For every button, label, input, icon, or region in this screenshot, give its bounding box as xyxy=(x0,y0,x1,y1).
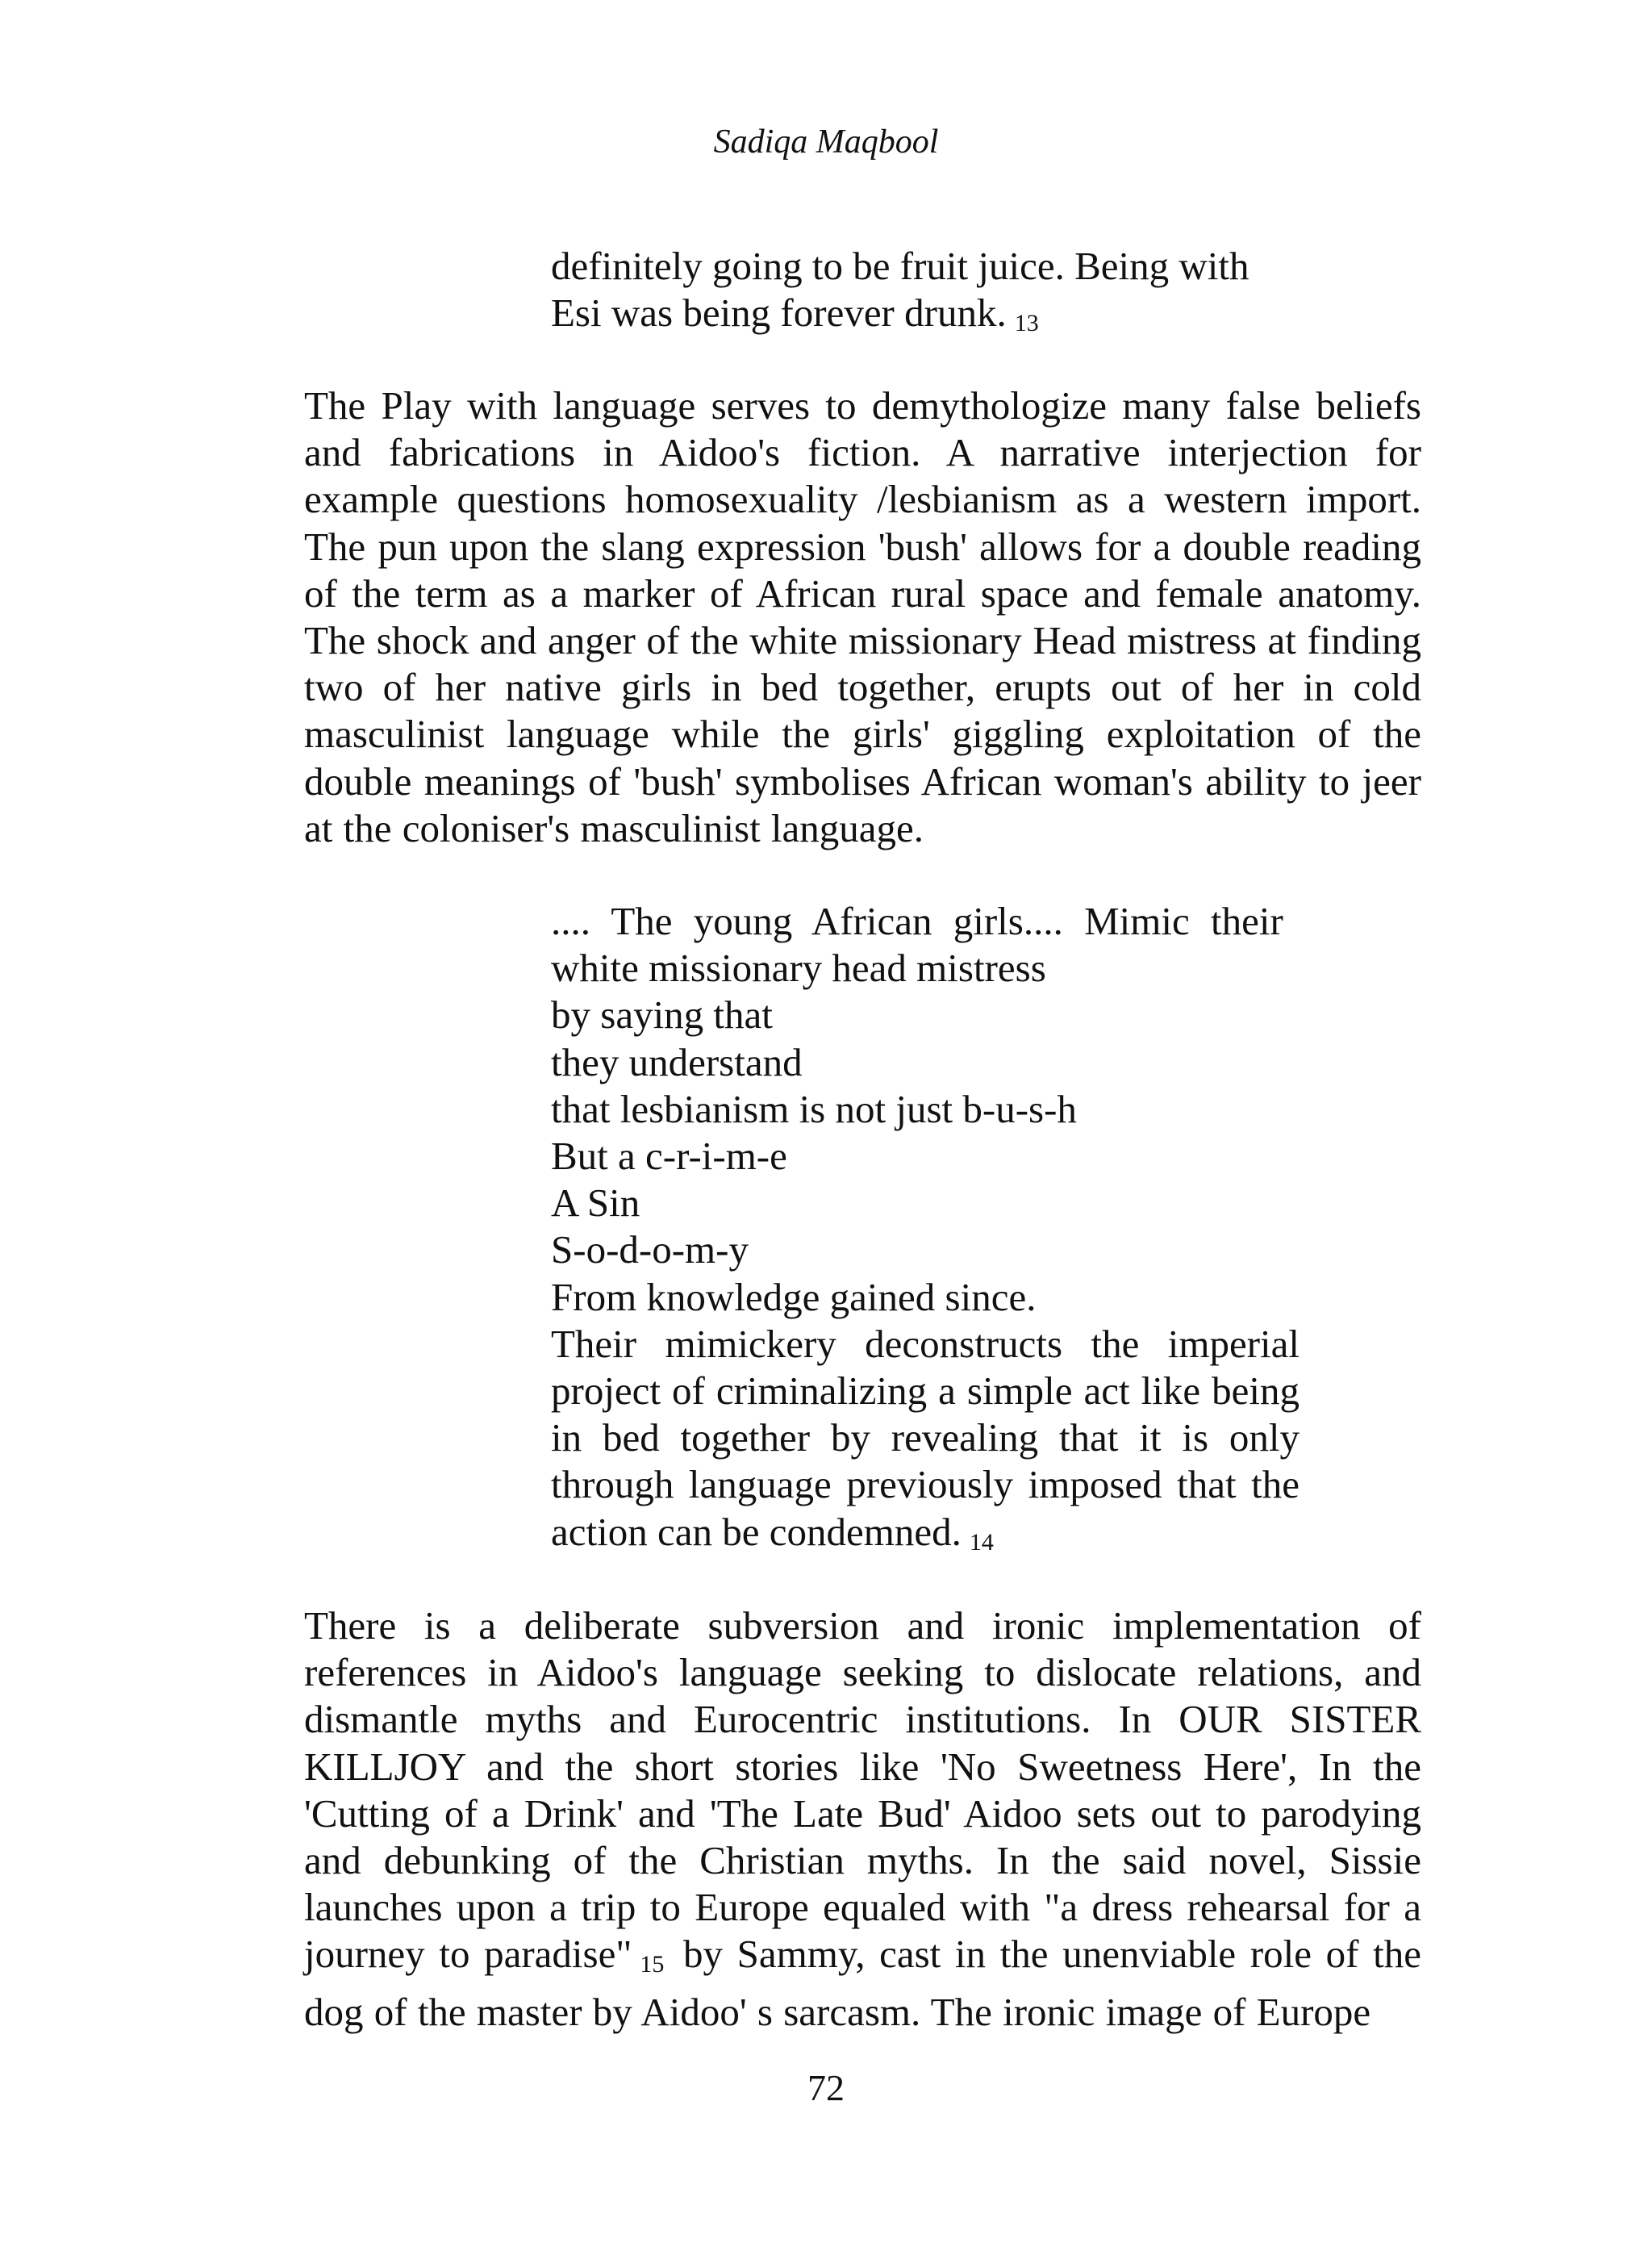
page-number: 72 xyxy=(807,2067,845,2108)
paragraph-text: There is a deliberate subversion and ironic implementation of references in Aidoo's language seeking to dislocate relations, and dismantle myths and Eurocentric institutions. In OUR SISTER KILLJOY and the short stories like 'No Sweetness Here', In the 'Cutting of a Drink' and 'The Late Bud' Aidoo sets out to parodying and debunking of the Christian myths. In the said novel, Sissie launches upon a trip to Europe equaled with "a dress rehearsal for a journey to paradise" xyxy=(304,1603,1421,1977)
quote-line: A Sin xyxy=(551,1180,640,1226)
quote-closing-text: Their mimickery deconstructs the imperial project of criminalizing a simple act like being in bed together by revealing that it is only through language previously imposed that the action can be condemned. xyxy=(551,1321,1299,1554)
quote-line: From knowledge gained since. xyxy=(551,1274,1037,1319)
quote-line: they understand xyxy=(551,1039,803,1084)
quote-line: by saying that xyxy=(551,992,773,1038)
paragraph-text-continued: by Sammy, cast in the unenviable role of the dog of the master by Aidoo' s sarcasm. The ironic image of Europe xyxy=(304,1932,1421,2034)
quote-line: that lesbianism is not just b-u-s-h xyxy=(551,1086,1077,1131)
footnote-marker-15: 15 xyxy=(640,1951,665,1978)
paragraph-language-play: The Play with language serves to demythologize many false beliefs and fabrications in Aidoo's fiction. A narrative interjection for example questions homosexuality /lesbianism as a western import. The pun upon the slang expression 'bush' allows for a double reading of the term as a marker of African rural space and female anatomy. The shock and anger of the white missionary Head mistress at finding two of her native girls in bed together, erupts out of her in cold masculinist language while the girls' giggling exploitation of the double meanings of 'bush' symbolises African woman's ability to jeer at the coloniser's masculinist language. xyxy=(304,383,1421,850)
running-header-author: Sadiqa Maqbool xyxy=(713,123,939,161)
quote-line-with-footnote xyxy=(551,290,1299,347)
quote-line: white missionary head mistress xyxy=(551,946,1046,991)
footnote-marker-13: 13 xyxy=(1014,310,1039,337)
quote-line: But a c-r-i-m-e xyxy=(551,1134,787,1179)
quote-line: Esi was being forever drunk. xyxy=(551,290,1007,336)
paragraph-subversion xyxy=(304,1602,1421,2036)
block-quote-1 xyxy=(551,243,1299,347)
quote-opening-line: .... The young African girls.... Mimic their xyxy=(551,899,1283,943)
block-quote-2 xyxy=(551,898,1299,1566)
footnote-marker-14: 14 xyxy=(969,1528,994,1556)
quote-line: S-o-d-o-m-y xyxy=(551,1227,749,1272)
quote-line: definitely going to be fruit juice. Being with xyxy=(551,244,1249,288)
quote-closing-paragraph xyxy=(551,1321,1299,1566)
